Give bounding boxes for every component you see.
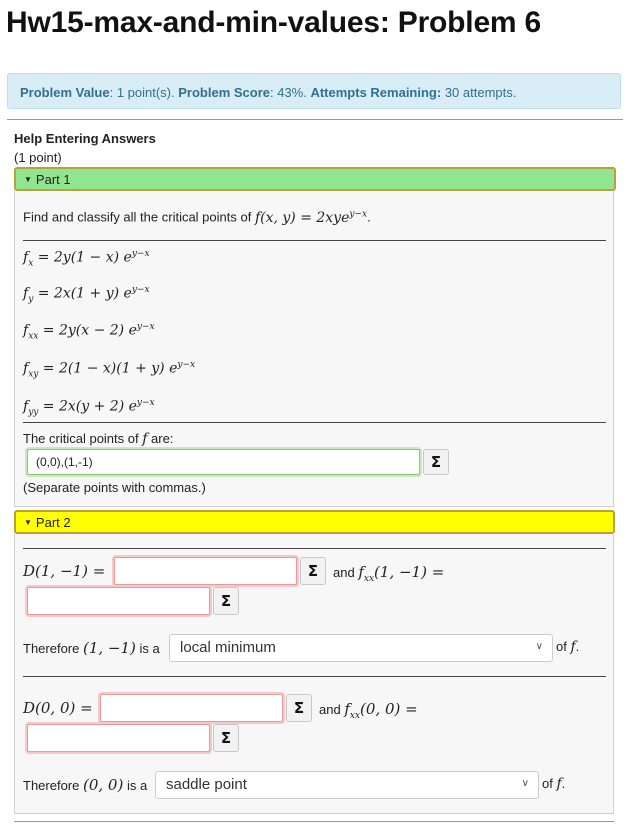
divider [23,240,606,241]
function-definition: f(x, y) = 2xye$^{y-x}$ [254,209,368,226]
part1-prompt-text: Find and classify all the critical points of [23,209,255,225]
derivative-fxy: $f_{xy} = 2(1 - x)(1 + y)$ $e^{y-x}$ [23,360,196,380]
page-title: Hw15-max-and-min-values: Problem 6 [6,6,542,39]
fxx-input-1[interactable] [27,587,210,615]
separate-note: (Separate points with commas.) [23,480,206,495]
classification-sentence-1: Therefore (1, −1) is a [23,639,160,657]
divider [14,821,614,822]
discriminant-label-2: D(0, 0) = [23,699,93,717]
attempts-remaining-text: 30 attempts. [441,85,517,100]
classification-sentence-2: Therefore (0, 0) is a [23,776,148,794]
discriminant-input-1[interactable] [114,557,297,585]
classification-select-1[interactable]: local minimum ∨ [169,634,553,662]
problem-score-label: Problem Score [178,85,270,100]
derivative-fyy: $f_{yy} = 2x(y + 2)$ $e^{y-x}$ [23,398,155,418]
equation-editor-button[interactable]: Σ [286,694,312,722]
part2-body [14,534,614,814]
part1-header-label: Part 1 [35,172,71,187]
discriminant-input-2[interactable] [100,694,283,722]
problem-score-text: : 43%. [270,85,311,100]
part2-header-label: Part 2 [35,515,71,530]
help-entering-answers-link[interactable]: Help Entering Answers [14,131,156,146]
discriminant-label-1: D(1, −1) = [23,562,106,580]
fxx-input-2[interactable] [27,724,210,752]
problem-info-bar [7,73,621,109]
part1-prompt: Find and classify all the critical points of f(x, y) = 2xye$^{y-x}$. [23,209,371,226]
equation-editor-button[interactable]: Σ [213,587,239,615]
caret-down-icon: ▼ [24,518,32,527]
part1-header[interactable] [14,167,616,191]
critical-points-label: The critical points of f are: [23,431,174,447]
problem-points: (1 point) [14,150,62,165]
part2-header[interactable] [14,510,615,534]
problem-value-text: : 1 point(s). [109,85,179,100]
chevron-down-icon: ∨ [521,778,529,789]
divider [23,422,606,423]
divider [23,676,606,677]
divider [23,548,606,549]
derivative-fx: $f_x = 2y(1 - x)$ $e^{y-x}$ [23,249,150,269]
of-f-label-1: of f. [556,639,580,655]
divider [7,119,623,120]
part1-body [14,191,614,507]
problem-value-label: Problem Value [20,85,110,100]
critical-points-input[interactable] [27,449,420,475]
classification-select-2[interactable]: saddle point ∨ [155,771,539,799]
of-f-label-2: of f. [542,776,566,792]
attempts-remaining-label: Attempts Remaining: [310,85,442,100]
caret-down-icon: ▼ [24,175,32,184]
chevron-down-icon: ∨ [535,641,543,652]
equation-editor-button[interactable]: Σ [423,449,449,475]
equation-editor-button[interactable]: Σ [213,724,239,752]
equation-editor-button[interactable]: Σ [300,557,326,585]
derivative-fy: $f_y = 2x(1 + y)$ $e^{y-x}$ [23,285,150,305]
fxx-label-1: and $f_{xx}(1$, −1) = [333,563,445,584]
fxx-label-2: and $f_{xx}(0$, 0) = [319,700,418,721]
derivative-fxx: $f_{xx} = 2y(x - 2)$ $e^{y-x}$ [23,322,155,342]
